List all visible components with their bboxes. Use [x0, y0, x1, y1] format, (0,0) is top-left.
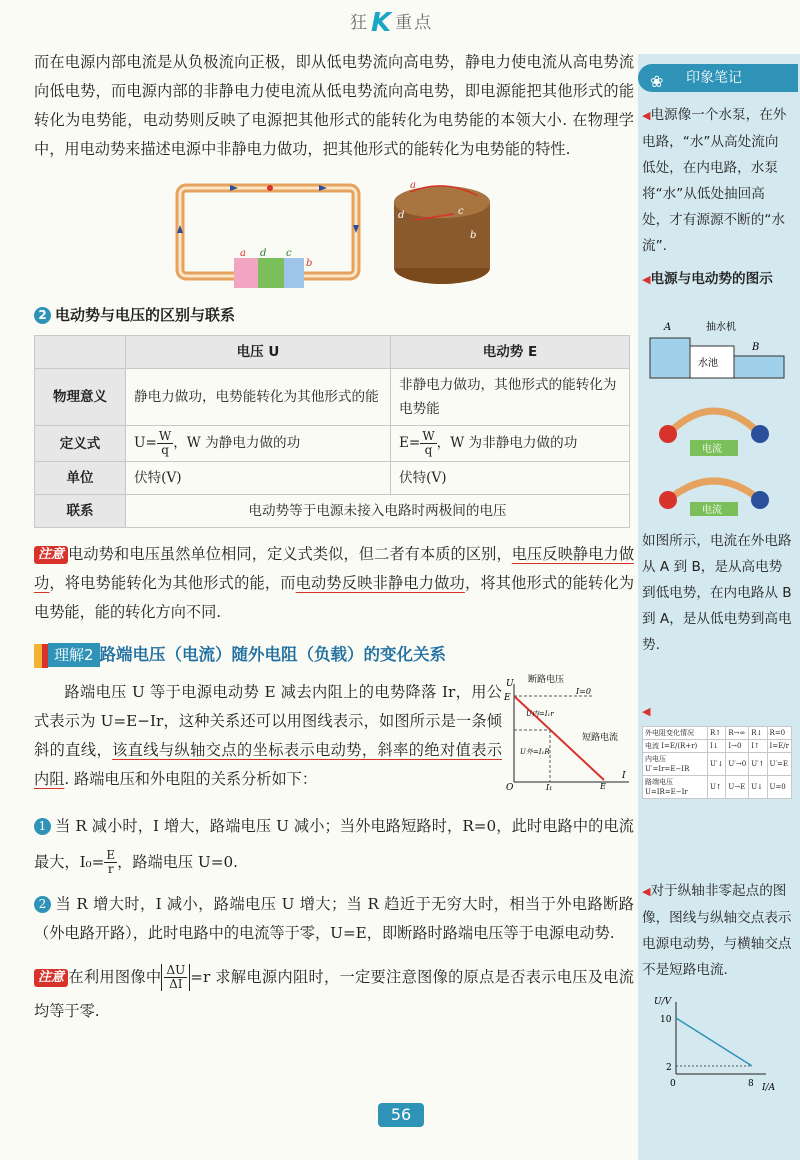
point2: [34, 890, 634, 948]
label-pool: 水池: [698, 358, 718, 369]
note1-u1: 电压反映静电力做功: [34, 545, 634, 592]
note2-t2: =r 求解电源内阻时，一定要注意图像的原点是否表示电压及电流均等于零.: [34, 967, 634, 1020]
graph-i0: I=0: [576, 686, 591, 696]
cell-emf: 伏特(V): [391, 462, 630, 495]
pos-charge-icon-2: [659, 491, 677, 509]
note-tag: 注意: [34, 546, 68, 564]
cell: U=0: [767, 776, 791, 799]
col-voltage: 电压 U: [126, 336, 391, 369]
table-row: [643, 753, 792, 776]
bullet-icon: ◀: [642, 273, 651, 286]
point1-number: 1: [34, 818, 51, 835]
ui-graph: [504, 672, 634, 790]
frac-den: r: [107, 862, 114, 876]
cell-voltage: 静电力做功，电势能转化为其他形式的能: [126, 369, 391, 426]
note1-t3: ，将其他形式的能转化为电势能，能的转化方向不同.: [34, 574, 635, 621]
cell: U′=E: [767, 753, 791, 776]
note2-t1: 在利用图像中: [68, 967, 162, 986]
frac-num: ΔU: [166, 963, 186, 977]
elephant-icon: ❀: [650, 72, 664, 91]
table-bullet: [642, 698, 792, 725]
cell: R↓: [749, 727, 767, 740]
col-emf: 电动势 E: [391, 336, 630, 369]
frac-den: q: [424, 443, 433, 457]
battery-pos-plate: [284, 258, 304, 288]
sidebar-header: [638, 64, 798, 92]
row-label: 联系: [35, 495, 126, 528]
label-A: A: [664, 322, 672, 333]
circuit-label-c: c: [286, 248, 292, 259]
mini-xlabel: I/A: [762, 1083, 776, 1093]
graph-open: 断路电压: [528, 674, 565, 685]
note-tag: 注意: [34, 969, 68, 987]
section2-title: 电动势与电压的区别与联系: [55, 306, 236, 324]
road-t1: 路端电压 U 等于电源电动势 E 减去内阻上的电势降落 Ir，用公式表示为 U=E−Ir，这种关系还可以用图线表示，如图所示是一条倾斜的直线，: [34, 682, 502, 759]
section2-number: 2: [34, 307, 51, 324]
abs-frac: [161, 964, 190, 991]
section2-heading: [34, 304, 634, 325]
fig-caption: 如图所示，电流在外电路从 A 到 B，是从高电势到低电势，在内电路从 B 到 A，是从低电势到高电势.: [642, 533, 792, 653]
cyl-label-b: b: [470, 230, 477, 241]
cell: I→0: [726, 740, 749, 753]
point1-t2: ，路端电压 U=0.: [117, 852, 238, 871]
cell: I↑: [749, 740, 767, 753]
mini-y-top: 10: [660, 1015, 672, 1025]
neg-charge-icon-2: [751, 491, 769, 509]
nonzero-note: [642, 878, 792, 983]
mini-x-end: 8: [748, 1079, 754, 1089]
battery-neg-plate: [234, 258, 260, 288]
note1: [34, 540, 634, 627]
circuit-arc: [668, 411, 760, 434]
graph-Uin: U内=I₁r: [526, 709, 554, 718]
cell: 路端电压 U=IR=E−Ir: [643, 776, 708, 799]
cell: U↓: [749, 776, 767, 799]
pos-charge-icon: [659, 425, 677, 443]
pump-note: [642, 102, 792, 259]
intro-paragraph: 而在电源内部电流是从负极流向正极，即从低电势流向高电势，静电力使电流从高电势流向低电势，而电源内部的非静电力使电流从低电势流向高电势，即电源能把其他形式的能转化为电势能，电动势则反映了电源把其他形式的能转化为电势能的本领大小. 在物理学中，用电动势来描述电源中非静电力做功，把其他形式的能转化为电势能的特性.: [34, 53, 634, 158]
point2-text: 当 R 增大时，I 减小，路端电压 U 增大；当 R 趋近于无穷大时，相当于外电路断路（外电路开路），此时电路中的电流等于零，U=E，即断路时路端电压等于电源电动势.: [34, 894, 634, 942]
section-marker-icon: [34, 644, 42, 668]
figure-row: [34, 178, 634, 292]
bullet-icon: ◀: [642, 705, 651, 718]
cell-voltage: 伏特(V): [126, 462, 391, 495]
pump-diagram: [644, 316, 794, 516]
mini-ylabel: U/V: [654, 997, 672, 1007]
understand2-tag: 理解2: [48, 643, 100, 667]
tank-b: [734, 356, 784, 378]
frac-den: q: [161, 443, 169, 457]
formula-frac: [420, 430, 436, 457]
header-k-logo: K: [371, 8, 394, 38]
header-post: 重点: [395, 13, 434, 33]
neg-charge-icon: [751, 425, 769, 443]
mini-line: [676, 1018, 752, 1066]
frac-num: W: [422, 429, 435, 443]
mini-y-bot: 2: [666, 1063, 672, 1073]
table-corner: [35, 336, 126, 369]
cell-merged: 电动势等于电源未接入电路时两极间的电压: [126, 495, 630, 528]
tank-a: [650, 338, 690, 378]
table-row: [35, 426, 630, 462]
table-row: [643, 727, 792, 740]
sidebar-notes: [638, 54, 800, 1160]
label-B: B: [752, 342, 760, 353]
table-row: [643, 776, 792, 799]
cell: U→E: [726, 776, 749, 799]
cell: R=0: [767, 727, 791, 740]
formula-frac: [157, 430, 173, 457]
note1-t1: 电动势和电压虽然单位相同，定义式类似，但二者有本质的区别，: [68, 545, 512, 563]
frac-num: W: [158, 429, 172, 443]
cell: U′↑: [749, 753, 767, 776]
sidebar-title: 印象笔记: [686, 70, 742, 86]
cell: U↑: [708, 776, 726, 799]
circuit-figure: [34, 178, 634, 292]
cell-voltage-formula: [126, 426, 391, 462]
header-pre: 狂: [350, 13, 369, 33]
road-t2: . 路端电压和外电阻的关系分析如下：: [64, 769, 318, 788]
road-paragraph: [34, 678, 502, 794]
graph-O: O: [506, 782, 514, 790]
circuit-label-b: b: [306, 258, 313, 269]
cell-emf-formula: [391, 426, 630, 462]
graph-Uout: U外=I₁R: [520, 747, 550, 756]
cyl-label-a: a: [410, 180, 416, 191]
graph-E: E: [504, 692, 511, 703]
header-title: [350, 8, 433, 38]
label-pump: 抽水机: [706, 322, 736, 333]
frac-den: ΔI: [169, 977, 183, 991]
cell-emf: 非静电力做功，其他形式的能转化为电势能: [391, 369, 630, 426]
cell: I↓: [708, 740, 726, 753]
cell: U′→0: [726, 753, 749, 776]
label-flow-2: 电流: [702, 505, 722, 516]
cyl-label-d: d: [398, 210, 405, 221]
road-block: [34, 674, 634, 804]
point1-t1: 当 R 减小时，I 增大，路端电压 U 减小；当外电路短路时，R=0，此时电路中的电流最大，: [34, 816, 634, 871]
row-label: 物理意义: [35, 369, 126, 426]
point1-i0: I₀=: [79, 852, 105, 871]
row-label: 单位: [35, 462, 126, 495]
main-column: [34, 48, 634, 1028]
understand2-title: 路端电压（电流）随外电阻（负载）的变化关系: [99, 645, 447, 664]
table-header-row: [35, 336, 630, 369]
fig-title-text: 电源与电动势的图示: [650, 271, 773, 287]
row-label: 定义式: [35, 426, 126, 462]
graph-I1: I₁: [546, 782, 553, 790]
table-row: [35, 495, 630, 528]
point1-frac: [104, 849, 117, 876]
mini-graph: [646, 994, 786, 1094]
formula-pre: E=: [399, 435, 421, 451]
circuit-label-d: d: [260, 248, 267, 259]
table-row: [643, 740, 792, 753]
graph-E-over-r: E: [600, 781, 606, 790]
battery-body: [258, 258, 286, 288]
cell: U′↓: [708, 753, 726, 776]
circuit-arc-2: [668, 481, 760, 500]
road-u1: 该直线与纵轴交点的坐标表示电动势，斜率的绝对值表示内阻: [34, 740, 503, 788]
graph-I: I: [622, 770, 626, 781]
graph-U: U: [506, 678, 514, 689]
table-row: [35, 369, 630, 426]
comparison-table: [34, 335, 630, 528]
cyl-label-c: c: [458, 206, 464, 217]
cell: 电流 I=E/(R+r): [643, 740, 708, 753]
page-number: 56: [378, 1103, 424, 1127]
bullet-icon: ◀: [642, 885, 651, 898]
small-table: [642, 726, 792, 799]
note2: [34, 960, 634, 1028]
frac-num: E: [106, 848, 116, 862]
cell: 外电阻变化情况: [643, 727, 708, 740]
charge-top: [267, 185, 273, 191]
cell: I=E/r: [767, 740, 791, 753]
nonzero-text: 对于纵轴非零起点的图像，图线与纵轴交点表示电源电动势，与横轴交点不是短路电流.: [642, 883, 792, 978]
point2-number: 2: [34, 896, 51, 913]
cell: R↑: [708, 727, 726, 740]
cell: 内电压 U′=Ir=E−IR: [643, 753, 708, 776]
cell: R→∞: [726, 727, 749, 740]
cylinder-top: [394, 186, 490, 218]
table-row: [35, 462, 630, 495]
formula-post: ，W 为静电力做的功: [173, 435, 301, 451]
note1-t2: ，将电势能转化为其他形式的能，而: [49, 574, 296, 592]
pump-text: 电源像一个水泵，在外电路，“水”从高处流向低处，在内电路，水泵将“水”从低处抽回高处，才有源源不断的“水流”.: [642, 107, 787, 254]
formula-post: ，W 为非静电力做的功: [436, 435, 578, 451]
formula-pre: U=: [134, 435, 157, 451]
circuit-label-a: a: [240, 248, 246, 259]
bullet-icon: ◀: [642, 109, 651, 122]
label-flow-1: 电流: [702, 444, 722, 455]
page-header: [0, 0, 800, 44]
graph-short: 短路电流: [582, 732, 619, 743]
understand2-heading: [34, 641, 634, 668]
note1-u2: 电动势反映非静电力做功: [295, 574, 465, 592]
point1: [34, 808, 634, 880]
mini-origin: 0: [670, 1079, 676, 1089]
fig-title: [642, 266, 792, 293]
note2-frac: [164, 964, 187, 991]
